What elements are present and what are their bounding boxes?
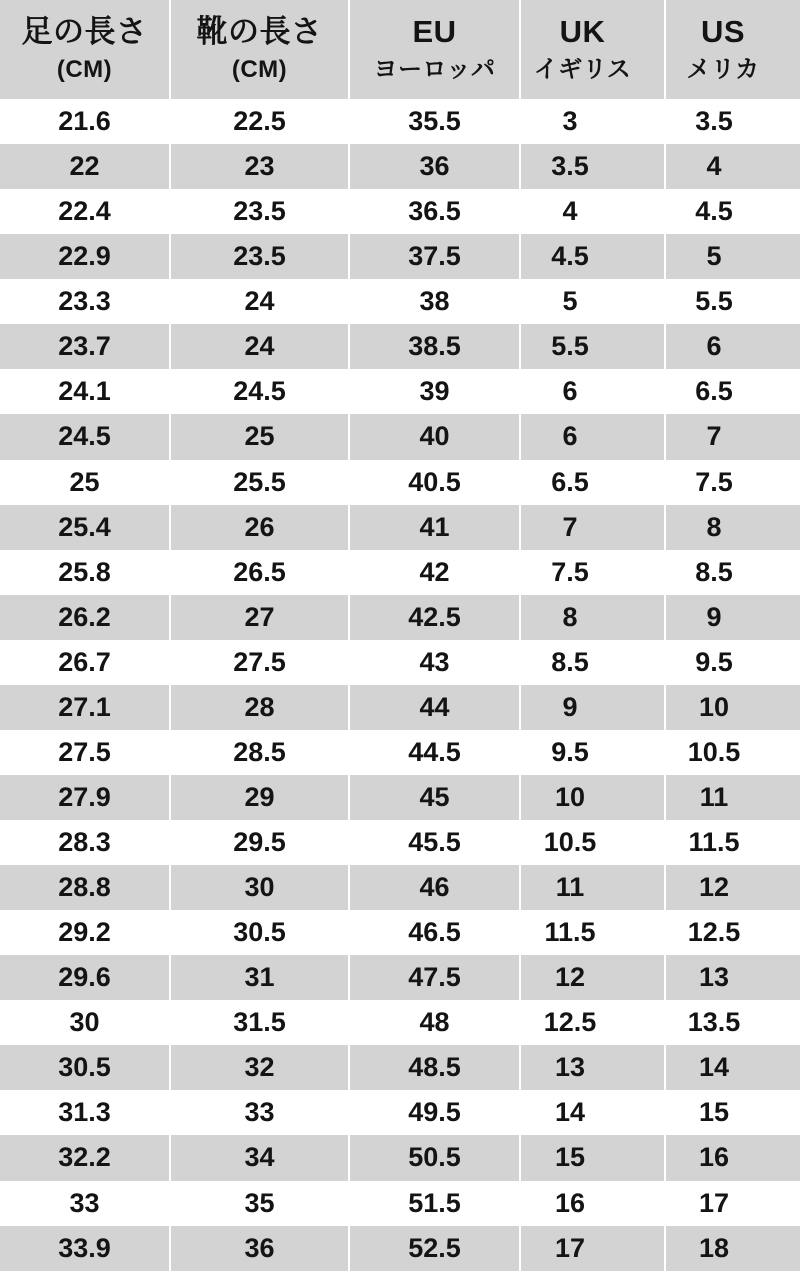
cell-eu: 45 (349, 775, 520, 820)
cell-us: 4.5 (665, 189, 800, 234)
cell-uk: 17 (520, 1226, 665, 1271)
cell-uk: 6 (520, 369, 665, 414)
cell-eu: 43 (349, 640, 520, 685)
header-eu-sublabel: ヨーロッパ (373, 56, 496, 84)
cell-shoe_cm: 35 (170, 1181, 349, 1226)
table-row (0, 1181, 800, 1226)
cell-foot_cm: 24.1 (0, 369, 170, 414)
cell-foot_cm: 22.4 (0, 189, 170, 234)
cell-foot_cm: 27.5 (0, 730, 170, 775)
cell-shoe_cm: 29.5 (170, 820, 349, 865)
cell-uk: 11 (520, 865, 665, 910)
cell-us: 9.5 (665, 640, 800, 685)
cell-shoe_cm: 23.5 (170, 234, 349, 279)
cell-us: 17 (665, 1181, 800, 1226)
table-row (0, 640, 800, 685)
cell-foot_cm: 27.1 (0, 685, 170, 730)
header-uk-label: UK (559, 14, 606, 50)
cell-foot_cm: 33 (0, 1181, 170, 1226)
cell-us: 4 (665, 144, 800, 189)
cell-uk: 10.5 (520, 820, 665, 865)
cell-shoe_cm: 36 (170, 1226, 349, 1271)
header-foot-length-label: 足の長さ (21, 14, 148, 50)
table-row (0, 1090, 800, 1135)
cell-uk: 14 (520, 1090, 665, 1135)
cell-us: 3.5 (665, 99, 800, 144)
cell-eu: 42.5 (349, 595, 520, 640)
cell-foot_cm: 27.9 (0, 775, 170, 820)
cell-eu: 40 (349, 414, 520, 459)
table-row (0, 865, 800, 910)
table-row (0, 324, 800, 369)
table-row (0, 1045, 800, 1090)
table-row (0, 505, 800, 550)
cell-uk: 4 (520, 189, 665, 234)
cell-eu: 39 (349, 369, 520, 414)
table-body (0, 99, 800, 1271)
header-us (665, 0, 800, 99)
cell-us: 16 (665, 1135, 800, 1180)
cell-foot_cm: 23.3 (0, 279, 170, 324)
header-shoe-length (170, 0, 349, 99)
cell-eu: 48 (349, 1000, 520, 1045)
table-row (0, 820, 800, 865)
cell-eu: 37.5 (349, 234, 520, 279)
cell-us: 5 (665, 234, 800, 279)
cell-eu: 49.5 (349, 1090, 520, 1135)
table-row (0, 775, 800, 820)
cell-us: 9 (665, 595, 800, 640)
cell-foot_cm: 25.4 (0, 505, 170, 550)
table-row (0, 144, 800, 189)
table-row (0, 99, 800, 144)
table-row (0, 685, 800, 730)
table-row (0, 1226, 800, 1271)
cell-us: 8.5 (665, 550, 800, 595)
cell-shoe_cm: 30.5 (170, 910, 349, 955)
cell-uk: 4.5 (520, 234, 665, 279)
table-row (0, 189, 800, 234)
cell-uk: 8 (520, 595, 665, 640)
header-us-sublabel: メリカ (686, 56, 760, 84)
cell-us: 14 (665, 1045, 800, 1090)
cell-shoe_cm: 22.5 (170, 99, 349, 144)
cell-eu: 50.5 (349, 1135, 520, 1180)
cell-shoe_cm: 30 (170, 865, 349, 910)
cell-uk: 7.5 (520, 550, 665, 595)
cell-foot_cm: 24.5 (0, 414, 170, 459)
cell-foot_cm: 22.9 (0, 234, 170, 279)
table-row (0, 955, 800, 1000)
cell-uk: 3.5 (520, 144, 665, 189)
cell-foot_cm: 28.3 (0, 820, 170, 865)
header-eu (349, 0, 520, 99)
cell-foot_cm: 32.2 (0, 1135, 170, 1180)
cell-uk: 16 (520, 1181, 665, 1226)
cell-eu: 35.5 (349, 99, 520, 144)
header-shoe-length-unit: (CM) (231, 56, 288, 84)
cell-uk: 10 (520, 775, 665, 820)
table-row (0, 234, 800, 279)
cell-eu: 38 (349, 279, 520, 324)
cell-us: 15 (665, 1090, 800, 1135)
cell-uk: 5.5 (520, 324, 665, 369)
cell-uk: 12.5 (520, 1000, 665, 1045)
cell-us: 6 (665, 324, 800, 369)
cell-shoe_cm: 24 (170, 324, 349, 369)
cell-uk: 6.5 (520, 460, 665, 505)
table-header (0, 0, 800, 99)
header-foot-length (0, 0, 170, 99)
cell-us: 13.5 (665, 1000, 800, 1045)
cell-us: 10 (665, 685, 800, 730)
cell-uk: 12 (520, 955, 665, 1000)
cell-foot_cm: 21.6 (0, 99, 170, 144)
cell-foot_cm: 28.8 (0, 865, 170, 910)
cell-eu: 36 (349, 144, 520, 189)
cell-us: 5.5 (665, 279, 800, 324)
cell-foot_cm: 25 (0, 460, 170, 505)
cell-us: 12 (665, 865, 800, 910)
cell-eu: 42 (349, 550, 520, 595)
cell-shoe_cm: 32 (170, 1045, 349, 1090)
header-uk (520, 0, 665, 99)
table-row (0, 460, 800, 505)
cell-eu: 46.5 (349, 910, 520, 955)
table-row (0, 1135, 800, 1180)
cell-shoe_cm: 25.5 (170, 460, 349, 505)
header-uk-sublabel: イギリス (533, 56, 632, 84)
cell-foot_cm: 26.7 (0, 640, 170, 685)
cell-shoe_cm: 31.5 (170, 1000, 349, 1045)
cell-uk: 13 (520, 1045, 665, 1090)
cell-shoe_cm: 27.5 (170, 640, 349, 685)
header-row (0, 0, 800, 99)
header-us-label: US (700, 14, 746, 50)
cell-eu: 47.5 (349, 955, 520, 1000)
cell-eu: 41 (349, 505, 520, 550)
cell-eu: 40.5 (349, 460, 520, 505)
cell-shoe_cm: 24.5 (170, 369, 349, 414)
table-row (0, 279, 800, 324)
cell-uk: 15 (520, 1135, 665, 1180)
cell-foot_cm: 30 (0, 1000, 170, 1045)
cell-shoe_cm: 29 (170, 775, 349, 820)
cell-eu: 45.5 (349, 820, 520, 865)
table-row (0, 595, 800, 640)
cell-shoe_cm: 28 (170, 685, 349, 730)
cell-shoe_cm: 28.5 (170, 730, 349, 775)
cell-uk: 9.5 (520, 730, 665, 775)
header-shoe-length-label: 靴の長さ (196, 14, 323, 50)
cell-eu: 36.5 (349, 189, 520, 234)
cell-foot_cm: 23.7 (0, 324, 170, 369)
cell-foot_cm: 29.2 (0, 910, 170, 955)
cell-shoe_cm: 23.5 (170, 189, 349, 234)
cell-shoe_cm: 33 (170, 1090, 349, 1135)
cell-eu: 51.5 (349, 1181, 520, 1226)
cell-shoe_cm: 24 (170, 279, 349, 324)
table-row (0, 414, 800, 459)
cell-uk: 9 (520, 685, 665, 730)
cell-eu: 46 (349, 865, 520, 910)
cell-uk: 7 (520, 505, 665, 550)
cell-shoe_cm: 25 (170, 414, 349, 459)
table-row (0, 550, 800, 595)
cell-us: 11.5 (665, 820, 800, 865)
cell-foot_cm: 22 (0, 144, 170, 189)
header-eu-label: EU (412, 14, 457, 50)
cell-us: 10.5 (665, 730, 800, 775)
cell-shoe_cm: 34 (170, 1135, 349, 1180)
cell-uk: 5 (520, 279, 665, 324)
table-row (0, 910, 800, 955)
cell-eu: 52.5 (349, 1226, 520, 1271)
cell-eu: 44.5 (349, 730, 520, 775)
cell-uk: 8.5 (520, 640, 665, 685)
cell-eu: 38.5 (349, 324, 520, 369)
cell-foot_cm: 25.8 (0, 550, 170, 595)
cell-foot_cm: 29.6 (0, 955, 170, 1000)
table-row (0, 1000, 800, 1045)
header-foot-length-unit: (CM) (56, 56, 113, 84)
cell-shoe_cm: 26 (170, 505, 349, 550)
cell-us: 18 (665, 1226, 800, 1271)
cell-foot_cm: 33.9 (0, 1226, 170, 1271)
cell-eu: 48.5 (349, 1045, 520, 1090)
cell-shoe_cm: 26.5 (170, 550, 349, 595)
cell-us: 11 (665, 775, 800, 820)
cell-us: 7 (665, 414, 800, 459)
cell-shoe_cm: 31 (170, 955, 349, 1000)
cell-eu: 44 (349, 685, 520, 730)
cell-us: 8 (665, 505, 800, 550)
cell-uk: 11.5 (520, 910, 665, 955)
table-row (0, 730, 800, 775)
cell-foot_cm: 26.2 (0, 595, 170, 640)
cell-uk: 3 (520, 99, 665, 144)
cell-foot_cm: 31.3 (0, 1090, 170, 1135)
cell-us: 7.5 (665, 460, 800, 505)
cell-us: 12.5 (665, 910, 800, 955)
table-row (0, 369, 800, 414)
cell-shoe_cm: 27 (170, 595, 349, 640)
cell-uk: 6 (520, 414, 665, 459)
cell-shoe_cm: 23 (170, 144, 349, 189)
cell-us: 13 (665, 955, 800, 1000)
cell-foot_cm: 30.5 (0, 1045, 170, 1090)
cell-us: 6.5 (665, 369, 800, 414)
